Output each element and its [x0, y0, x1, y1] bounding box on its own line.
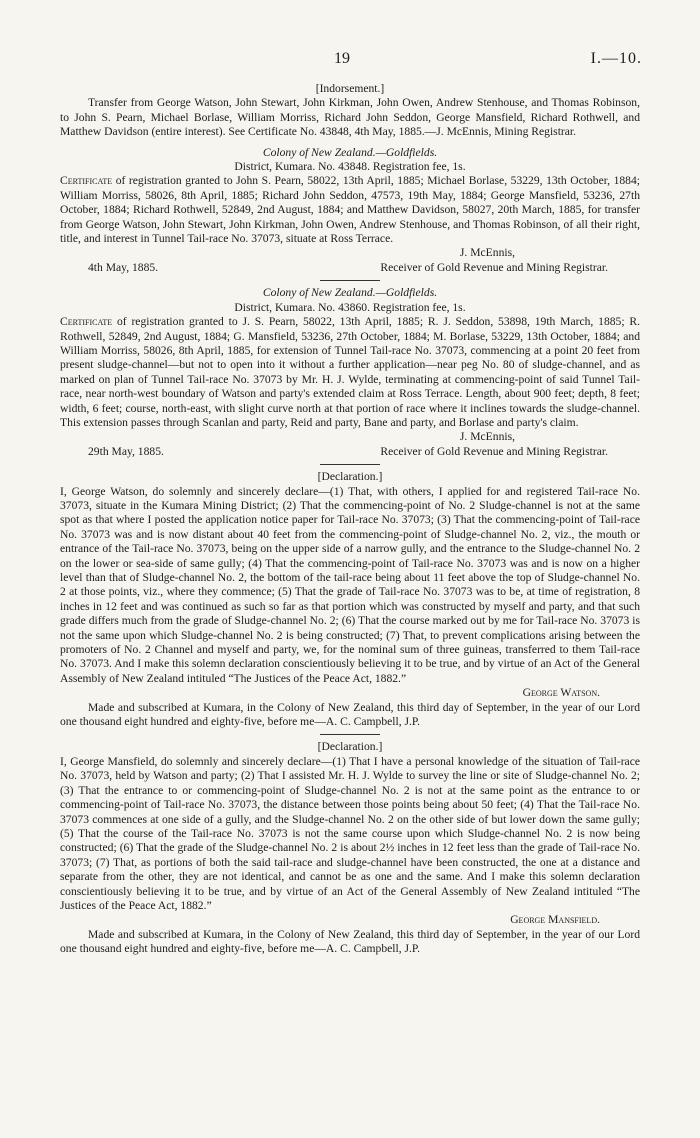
- declaration-text: I, George Mansfield, do solemnly and sincerely declare—(1) That I have a personal knowledge of the situation of Tail-race No. 37073, held by Watson and party; (2) That I assisted Mr. H. J. Wylde to survey the line or site of Sludge-channel No. 2; (3) That the entrance to or commencing-point of Sludge-channel No. 2 is not at the same point as the entrance to or commencing-point of Tail-race No. 37073, the distance between those points being about 50 feet; (4) That the Tail-race No. 37073 commences at one side of a gully, and the Sludge-channel No. 2 on the other side of but lower down the same gully; (5) That the course of the Tail-race No. 37073 is not the same course upon which Sludge-channel No. 2 is now being constructed; (6) That the grade of the Sludge-channel No. 2 is about 2½ inches in 12 feet less than the grade of Tail-race No. 37073; (7) That, as portions of both the said tail-race and sludge-channel have been constructed, the one at a distance and separate from the other, they are not identical, and cannot be as one and the same. And I make this solemn declaration conscientiously believing it to be true, and by virtue of an Act of the General Assembly of New Zealand intituled “The Justices of the Peace Act, 1882.”: [60, 754, 640, 912]
- declaration-attestation: Made and subscribed at Kumara, in the Colony of New Zealand, this third day of September, in the year of our Lord one thousand eight hundred and eighty-five, before me—A. C. Campbell, J.P.: [60, 927, 640, 956]
- declaration-signature: George Watson.: [522, 686, 600, 700]
- page-header: [0, 52, 700, 72]
- certificate-date: 4th May, 1885.: [88, 260, 159, 274]
- endorsement-section: [60, 82, 640, 140]
- declaration-attestation: Made and subscribed at Kumara, in the Colony of New Zealand, this third day of September, in the year of our Lord one thousand eight hundred and eighty-five, before me—A. C. Campbell, J.P.: [60, 700, 640, 729]
- certificate-footer: [60, 445, 640, 459]
- certificate-date: 29th May, 1885.: [88, 444, 164, 458]
- certificate-text: [60, 315, 640, 430]
- certificate-43860: [60, 286, 640, 459]
- certificate-body: of registration granted to John S. Pearn, 58022, 13th April, 1885; Michael Borlase, 53229, 13th October, 1884; William Morriss, 58026, 8th April, 1885; Richard John Seddon, 47573, 19th May, 1884; George Mansfield, 53236, 27th October, 1884; Richard Rothwell, 52849, 2nd August, 1884; and Matthew Davidson, 58027, 20th March, 1885, for transfer from George Watson, John Stewart, John Kirkman, John Owen, Andrew Stenhouse, and Thomas Robinson, of all their right, title, and interest in Tunnel Tail-race No. 37073, situate at Ross Terrace.: [60, 174, 640, 246]
- certificate-title: Colony of New Zealand.—Goldfields.: [262, 286, 438, 300]
- certificate-lead: Certificate: [60, 174, 113, 188]
- certificate-43848: [60, 146, 640, 276]
- parliamentary-paper-reference: I.—10.: [590, 50, 642, 67]
- certificate-subtitle: District, Kumara. No. 43860. Registration fee, 1s.: [234, 300, 466, 314]
- declaration-heading: [Declaration.]: [317, 740, 383, 754]
- declaration-text: I, George Watson, do solemnly and sincerely declare—(1) That, with others, I applied for and registered Tail-race No. 37073, situate in the Kumara Mining District; (2) That the commencing-point of No. 2 Sludge-channel is not at the same spot as that where I posted the application notice paper for Tail-race No. 37073; (3) That the commencing-point of Tail-race No. 37073 was and is now distant about 40 feet from the commencing-point of Sludge-channel No. 2, viz., the mouth or entrance of the Tail-race No. 37073, being on the upper side of a narrow gully, and the entrance to the Sludge-channel No. 2 on the lower or sea-side of same gully; (4) That the commencing-point of Tail-race No. 37073 was and is now on a higher level than that of Sludge-channel No. 2, the bottom of the tail-race being about 11 feet above the top of Sludge-channel No. 2 at those points, viz., where they commence; (5) That the grade of Tail-race No. 37073 was to be, at time of registration, 8 inches in 12 feet and was continued as such so far as that portion which was constructed by myself and party, and that such grade differs much from the grade of Sludge-channel No. 2; (6) That the course marked out by me for Tail-race No. 37073 is not the same upon which Sludge-channel No. 2 is being constructed; (7) That, to prevent complications arising between the promoters of No. 2 Channel and myself and party, we, for the nominal sum of three guineas, transferred to them Tail-race No. 37073. And I make this solemn declaration conscientiously believing it to be true, and by virtue of an Act of the General Assembly of New Zealand intituled “The Justices of the Peace Act, 1882.”: [60, 484, 640, 685]
- certificate-subtitle: District, Kumara. No. 43848. Registration fee, 1s.: [234, 160, 466, 174]
- certificate-footer: [60, 261, 640, 275]
- certificate-text: [60, 174, 640, 246]
- declaration-signature: George Mansfield.: [510, 913, 600, 927]
- certificate-title: Colony of New Zealand.—Goldfields.: [262, 145, 438, 159]
- section-divider: [320, 734, 380, 735]
- endorsement-heading: [Indorsement.]: [315, 82, 385, 95]
- certificate-lead: Certificate: [60, 315, 113, 329]
- endorsement-text: Transfer from George Watson, John Stewart, John Kirkman, John Owen, Andrew Stenhouse, and Thomas Robinson, to John S. Pearn, Michael Borlase, William Morriss, Richard John Seddon, George Mansfield, Richard Rothwell, and Matthew Davidson (entire interest). See Certificate No. 43848, 4th May, 1885.—J. McEnnis, Mining Registrar.: [60, 96, 640, 139]
- page-number: 19: [334, 50, 350, 67]
- certificate-signatory: J. McEnnis,: [459, 430, 515, 444]
- document-body: [60, 82, 640, 957]
- certificate-office: Receiver of Gold Revenue and Mining Registrar.: [380, 260, 608, 274]
- certificate-body: of registration granted to J. S. Pearn, 58022, 13th April, 1885; R. J. Seddon, 53898, 19th March, 1885; R. Rothwell, 52849, 2nd August, 1884; G. Mansfield, 53236, 27th October, 1884; M. Borlase, 53229, 13th October, 1884; and William Morriss, 58026, 8th April, 1885, for extension of Tunnel Tail-race No. 37073, commencing at a point 20 feet from present sludge-channel—but not to open into it without a further application—near peg No. 80 of sludge-channel, and as marked on plan of Tunnel Tail-race No. 37073 by Mr. H. J. Wylde, terminating at commencing-point of said Tunnel Tail-race, near north-west boundary of Watson and party's extended claim at Ross Terrace. Length, about 900 feet; depth, 8 feet; width, 6 feet; course, north-east, with slight curve north at that portion of race where it inclines towards the sludge-channel. This extension passes through Scanlan and party, Reid and party, Bane and party, and Borlase and party's claim.: [60, 315, 640, 429]
- declaration-george-mansfield: [60, 740, 640, 956]
- declaration-george-watson: [60, 470, 640, 729]
- section-divider: [320, 280, 380, 281]
- certificate-signatory: J. McEnnis,: [459, 246, 515, 260]
- declaration-heading: [Declaration.]: [317, 470, 383, 484]
- certificate-office: Receiver of Gold Revenue and Mining Registrar.: [380, 444, 608, 458]
- section-divider: [320, 464, 380, 465]
